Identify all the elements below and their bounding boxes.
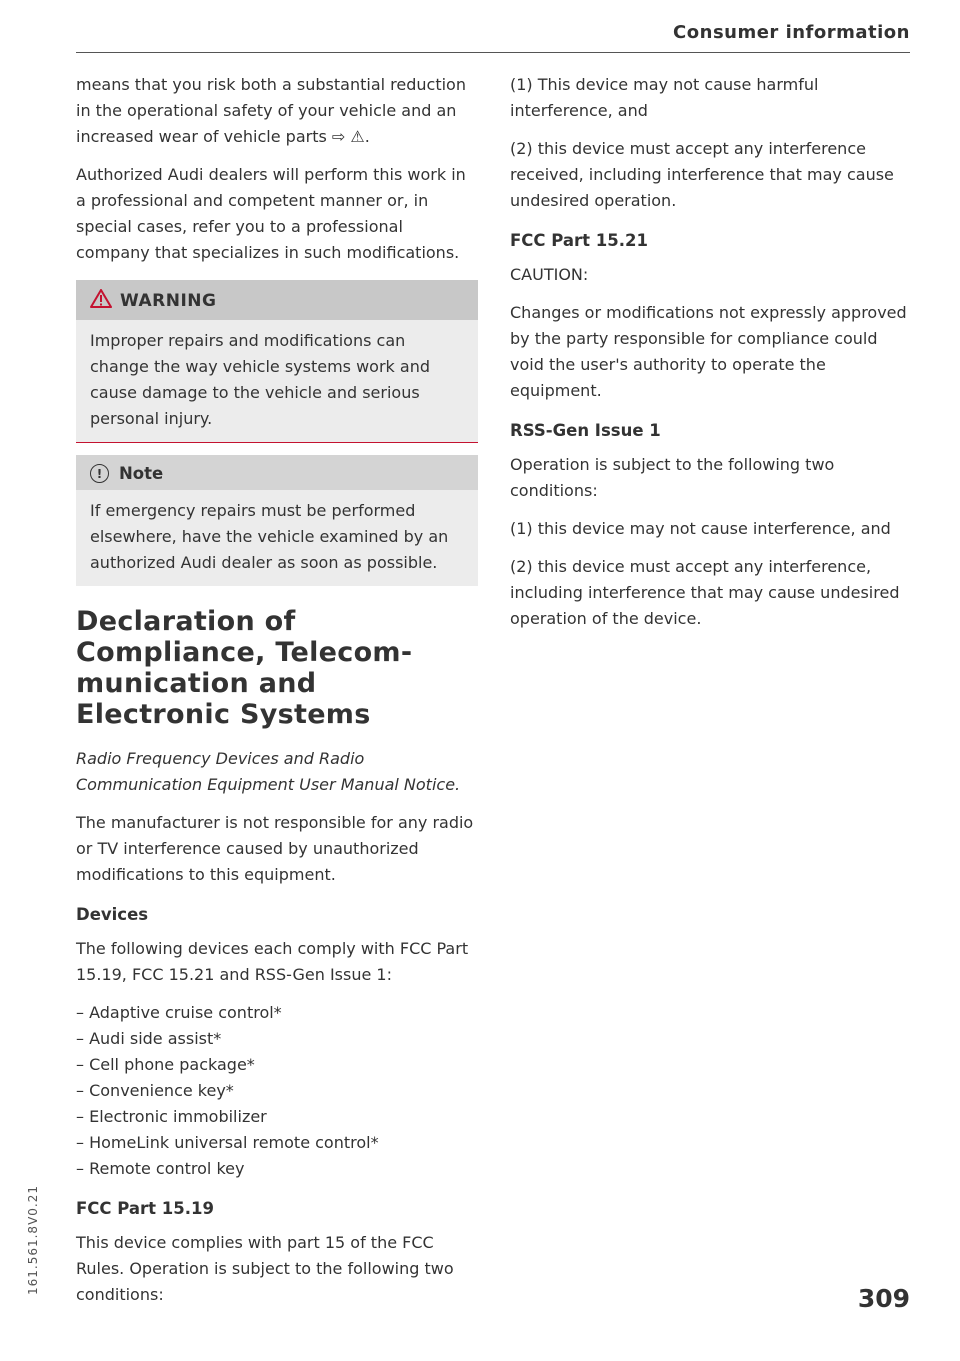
fcc-1519-heading: FCC Part 15.19: [76, 1199, 214, 1218]
main-heading: [76, 606, 478, 730]
rss-condition-1: (1) this device may not cause interference, and: [510, 519, 891, 538]
devices-intro: The following devices each comply with FCC Part 15.19, FCC 15.21 and RSS-Gen Issue 1:: [76, 939, 469, 984]
header-rule: [76, 52, 910, 53]
main-heading-line-1: Declaration of: [76, 606, 296, 637]
intro-paragraph-2: Authorized Audi dealers will perform this work in a professional and competent manner or, in special cases, refer you to a professional company that specializes in such modifications.: [76, 165, 466, 262]
disclaimer-paragraph: The manufacturer is not responsible for any radio or TV interference caused by unauthorized modifications to this equipment.: [76, 813, 474, 884]
devices-list: [76, 1000, 478, 1182]
devices-heading: Devices: [76, 905, 149, 924]
right-column: [510, 72, 910, 644]
rss-condition-2: (2) this device must accept any interference, including interference that may cause undesired operation of the device.: [510, 557, 900, 628]
note-box: [76, 455, 478, 586]
fcc-condition-1: (1) This device may not cause harmful interference, and: [510, 75, 819, 120]
list-item: – HomeLink universal remote control*: [76, 1133, 379, 1152]
page-number: 309: [857, 1284, 910, 1313]
warning-box: [76, 280, 478, 443]
note-text: If emergency repairs must be performed elsewhere, have the vehicle examined by an authorized Audi dealer as soon as possible.: [90, 501, 449, 572]
note-title: Note: [119, 464, 164, 483]
main-heading-line-2: Compliance, Telecom-: [76, 637, 413, 668]
list-item: – Electronic immobilizer: [76, 1107, 267, 1126]
list-item: – Convenience key*: [76, 1081, 234, 1100]
list-item: – Audi side assist*: [76, 1029, 222, 1048]
caution-text: Changes or modifications not expressly approved by the party responsible for compliance could void the user's authority to operate the equipment.: [510, 303, 907, 400]
list-item: – Cell phone package*: [76, 1055, 255, 1074]
note-header: [76, 455, 478, 490]
left-column: [76, 72, 478, 1320]
warning-header: [76, 280, 478, 320]
fcc-condition-2: (2) this device must accept any interference received, including interference that may cause undesired operation.: [510, 139, 894, 210]
subtitle: Radio Frequency Devices and Radio Communication Equipment User Manual Notice.: [76, 749, 461, 794]
warning-title: WARNING: [120, 291, 217, 311]
document-code: 161.561.8V0.21: [26, 1185, 40, 1295]
warning-triangle-icon: [90, 289, 112, 313]
rss-intro: Operation is subject to the following two conditions:: [510, 455, 835, 500]
main-heading-line-3: munication and: [76, 668, 317, 699]
list-item: – Remote control key: [76, 1159, 245, 1178]
section-title: Consumer information: [673, 22, 910, 43]
warning-text: Improper repairs and modifications can change the way vehicle systems work and cause damage to the vehicle and serious personal injury.: [90, 331, 430, 428]
rss-gen-heading: RSS-Gen Issue 1: [510, 421, 661, 440]
fcc-1519-text: This device complies with part 15 of the FCC Rules. Operation is subject to the following two conditions:: [76, 1233, 454, 1304]
fcc-1521-heading: FCC Part 15.21: [510, 231, 648, 250]
list-item: – Adaptive cruise control*: [76, 1003, 282, 1022]
main-heading-line-4: Electronic Systems: [76, 699, 371, 730]
intro-paragraph-1: means that you risk both a substantial reduction in the operational safety of your vehicle and an increased wear of vehicle parts ⇨ ⚠.: [76, 75, 466, 146]
note-info-icon: !: [90, 464, 109, 483]
caution-label: CAUTION:: [510, 265, 589, 284]
